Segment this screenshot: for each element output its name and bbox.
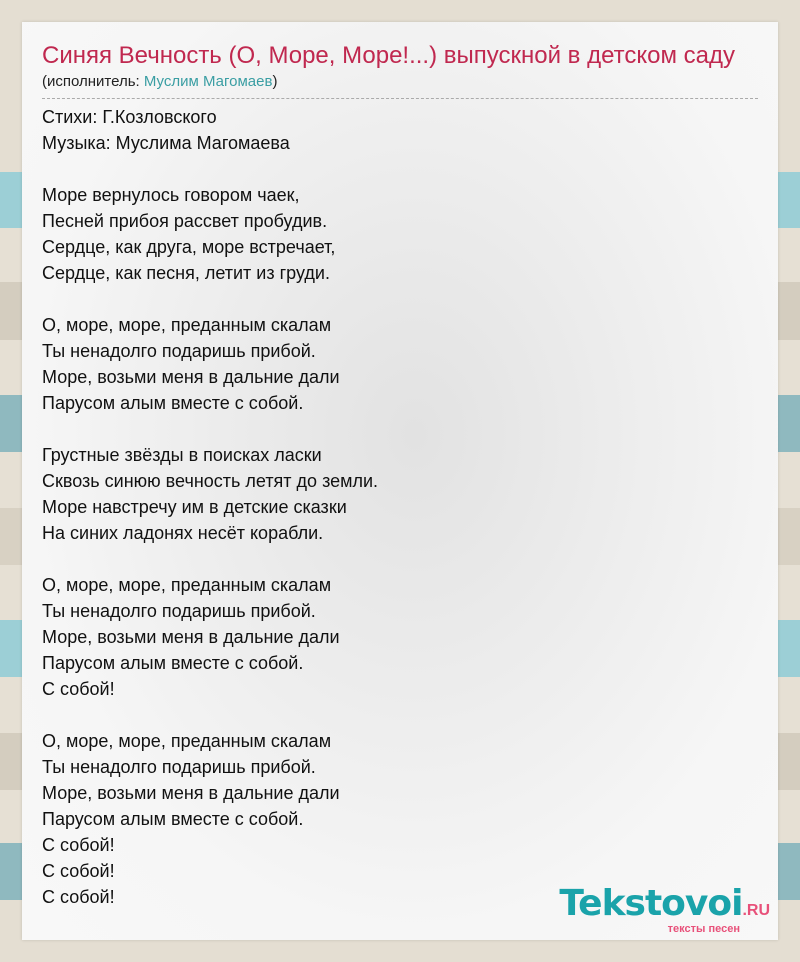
stanza-break xyxy=(42,546,378,572)
lyric-line: Ты ненадолго подаришь прибой. xyxy=(42,341,316,361)
logo-tagline: тексты песен xyxy=(667,923,740,935)
artist-line xyxy=(42,73,277,91)
lyric-line: Сердце, как друга, море встречает, xyxy=(42,237,336,257)
lyric-line: Стихи: Г.Козловского xyxy=(42,107,217,127)
logo-main: Tekstovoi xyxy=(559,883,743,924)
lyric-line: Парусом алым вместе с собой. xyxy=(42,653,304,673)
song-title: Синяя Вечность (О, Море, Море!...) выпускной в детском саду xyxy=(42,42,735,69)
lyric-line: Море, возьми меня в дальние дали xyxy=(42,367,340,387)
lyric-line: О, море, море, преданным скалам xyxy=(42,315,332,335)
lyric-line: С собой! xyxy=(42,679,115,699)
lyric-line: Парусом алым вместе с собой. xyxy=(42,809,304,829)
lyric-line: О, море, море, преданным скалам xyxy=(42,575,332,595)
lyrics-card xyxy=(22,22,778,940)
lyric-line: Грустные звёзды в поисках ласки xyxy=(42,445,322,465)
site-logo[interactable] xyxy=(559,885,770,936)
lyric-line: Песней прибоя рассвет пробудив. xyxy=(42,211,328,231)
lyric-line: Море, возьми меня в дальние дали xyxy=(42,627,340,647)
lyric-line: С собой! xyxy=(42,887,115,907)
lyric-line: Море навстречу им в детские сказки xyxy=(42,497,347,517)
lyric-line: Ты ненадолго подаришь прибой. xyxy=(42,601,316,621)
stanza-break xyxy=(42,702,378,728)
artist-link[interactable]: Муслим Магомаев xyxy=(143,73,273,90)
artist-prefix: (исполнитель: xyxy=(42,73,144,90)
lyric-line: С собой! xyxy=(42,835,115,855)
lyric-line: На синих ладонях несёт корабли. xyxy=(42,523,324,543)
lyric-line: Ты ненадолго подаришь прибой. xyxy=(42,757,316,777)
logo-tld: .RU xyxy=(742,902,770,919)
lyrics-text xyxy=(42,104,378,910)
lyric-line: Море, возьми меня в дальние дали xyxy=(42,783,340,803)
lyric-line: Музыка: Муслима Магомаева xyxy=(42,133,290,153)
lyric-line: Сердце, как песня, летит из груди. xyxy=(42,263,330,283)
lyric-line: Парусом алым вместе с собой. xyxy=(42,393,304,413)
lyric-line: С собой! xyxy=(42,861,115,881)
stanza-break xyxy=(42,416,378,442)
stanza-break xyxy=(42,286,378,312)
lyric-line: Сквозь синюю вечность летят до земли. xyxy=(42,471,379,491)
artist-suffix: ) xyxy=(272,73,278,90)
lyric-line: Море вернулось говором чаек, xyxy=(42,185,300,205)
lyric-line: О, море, море, преданным скалам xyxy=(42,731,332,751)
stanza-break xyxy=(42,156,378,182)
divider xyxy=(42,98,758,99)
